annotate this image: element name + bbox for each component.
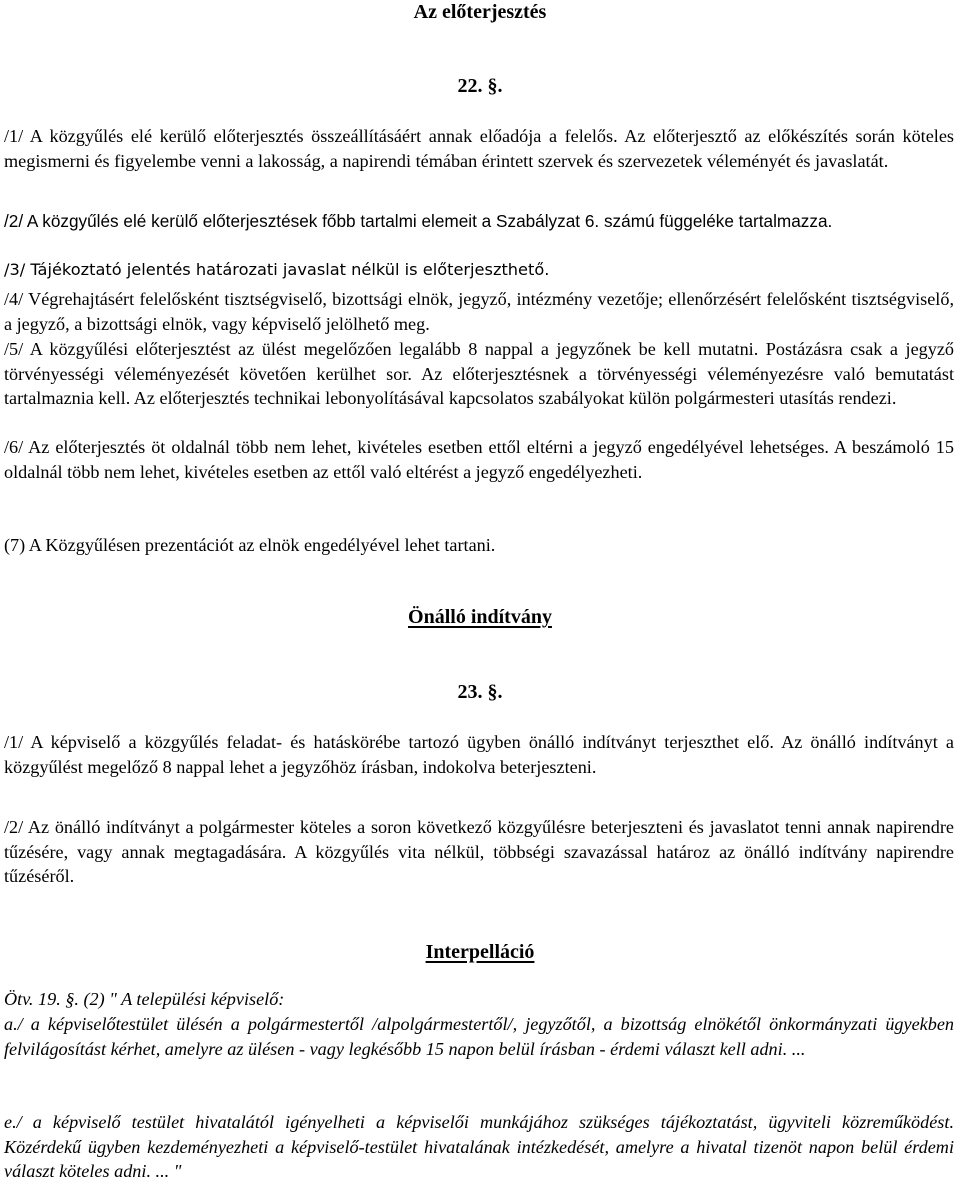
section-22-paragraph-4: /4/ Végrehajtásért felelősként tisztségviselő, bizottsági elnök, jegyző, intézmény vezetője; ellenőrzésért felelősként tisztségviselő, a jegyző, a bizottsági elnök, vagy képviselő jelölhető meg.: [4, 289, 954, 334]
section-23-title: Önálló indítvány: [408, 606, 552, 628]
section-22-paragraph-5: /5/ A közgyűlési előterjesztést az ülést megelőzően legalább 8 nappal a jegyzőnek be kell mutatni. Postázásra csak a jegyző törvényességi véleményezését követően kerülhet sor. Az előterjesztésnek a törvényességi véleményezésre való bemutatást tartalmaznia kell. Az előterjesztés technikai lebonyolításával kapcsolatos szabályokat külön polgármesteri utasítás rendezi.: [4, 339, 954, 409]
section-22-number: 22. §.: [457, 75, 503, 97]
interpellation-title: Interpelláció: [425, 941, 535, 963]
section-22-paragraph-3: /3/ Tájékoztató jelentés határozati javaslat nélkül is előterjeszthető.: [4, 260, 550, 279]
section-22-paragraph-1: /1/ A közgyűlés elé kerülő előterjesztés összeállításáért annak előadója a felelős. Az előterjesztő az előkészítés során köteles megismerni és figyelembe venni a lakosság, a napirendi témában érintett szervek és szervezetek véleményét és javaslatát.: [4, 126, 954, 171]
section-23-paragraph-2: /2/ Az önálló indítványt a polgármester köteles a soron következő közgyűlésre beterjeszteni és javaslatot tenni annak napirendre tűzésére, vagy annak megtagadására. A közgyűlés vita nélkül, többségi szavazással határoz az önálló indítvány napirendre tűzéséről.: [4, 817, 954, 887]
section-22-paragraph-6: /6/ Az előterjesztés öt oldalnál több nem lehet, kivételes esetben ettől eltérni a jegyző engedélyével lehetséges. A beszámoló 15 oldalnál több nem lehet, kivételes esetben az ettől való eltérést a jegyző engedélyezheti.: [4, 437, 954, 482]
section-23-paragraph-1: /1/ A képviselő a közgyűlés feladat- és hatáskörébe tartozó ügyben önálló indítványt terjeszthet elő. Az önálló indítványt a közgyűlést megelőző 8 nappal lehet a jegyzőhöz írásban, indokolva beterjeszteni.: [4, 732, 954, 777]
section-22-paragraph-7: (7) A Közgyűlésen prezentációt az elnök engedélyével lehet tartani.: [4, 535, 496, 555]
interpellation-quote-a: a./ a képviselőtestület ülésén a polgármestertől /alpolgármestertől/, jegyzőtől, a bizottság elnökétől önkormányzati ügyekben felvilágosítást kérhet, amelyre az ülésen - vagy legkésőbb 15 napon belül írásban - érdemi választ kell adni. ...: [4, 1014, 954, 1059]
section-23-number: 23. §.: [457, 681, 503, 703]
section-22-title: Az előterjesztés: [413, 1, 547, 23]
section-22-paragraph-2: /2/ A közgyűlés elé kerülő előterjesztések főbb tartalmi elemeit a Szabályzat 6. számú függeléke tartalmazza.: [4, 211, 833, 231]
interpellation-quote-intro: Ötv. 19. §. (2) " A települési képviselő:: [4, 989, 285, 1009]
interpellation-quote-e: e./ a képviselő testület hivatalától igényelheti a képviselői munkájához szükséges tájékoztatást, ügyviteli közreműködést. Közérdekű ügyben kezdeményezheti a képviselő-testület hivatalának intézkedését, amelyre a hivatal tizenöt napon belül érdemi választ köteles adni. ... ": [4, 1112, 954, 1182]
